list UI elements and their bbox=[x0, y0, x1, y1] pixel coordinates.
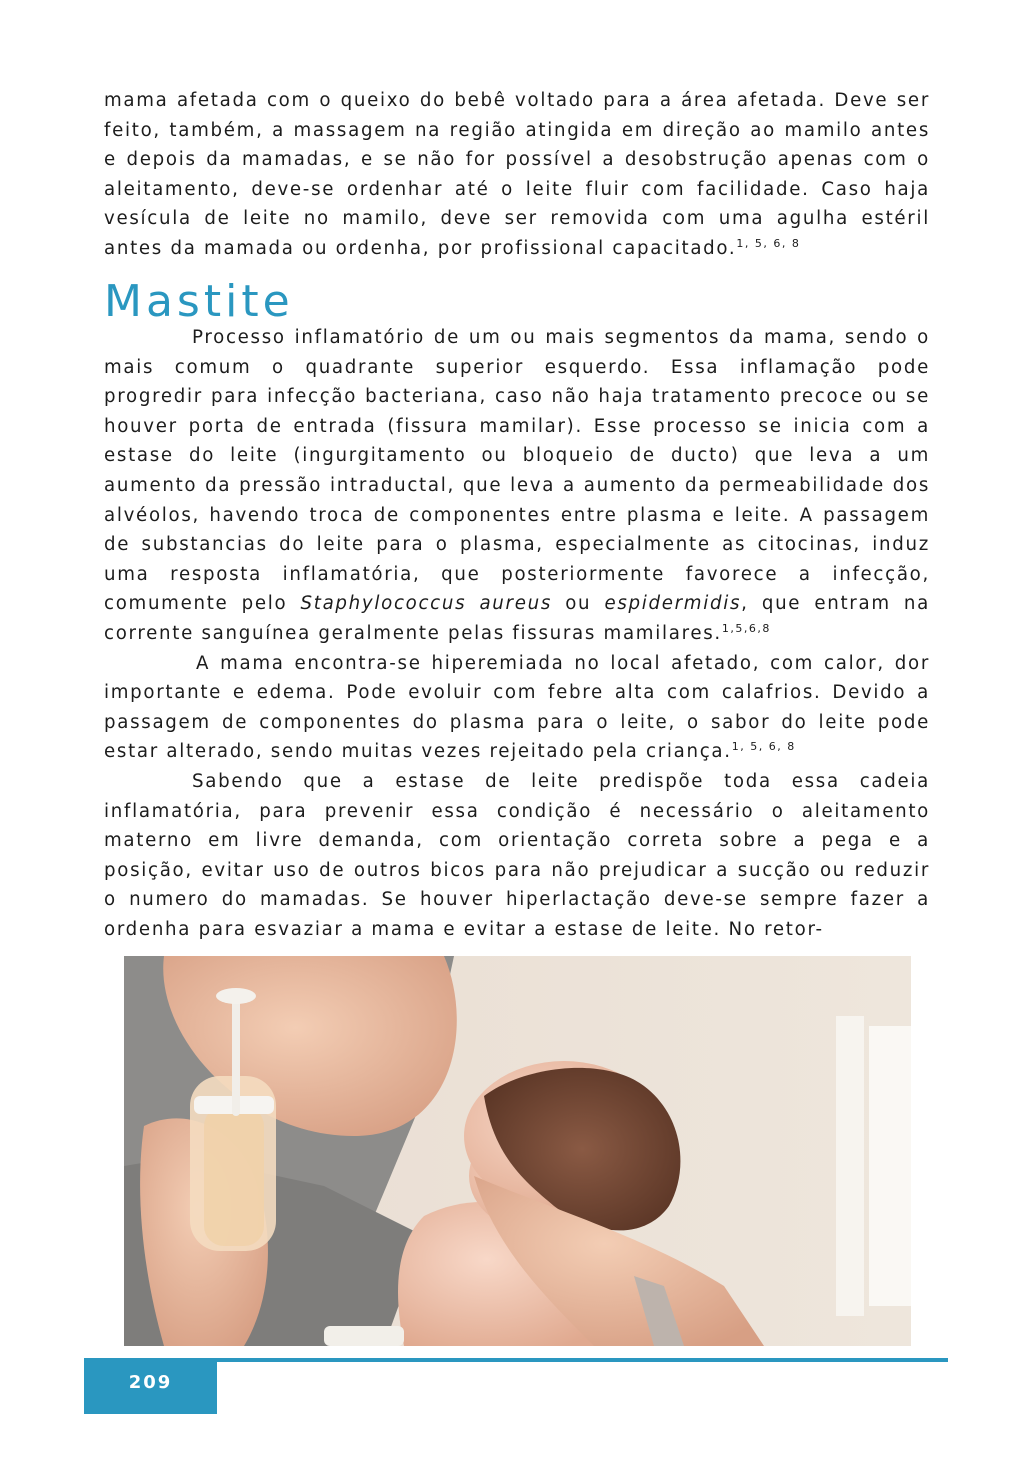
paragraph-1-connector: ou bbox=[552, 593, 605, 615]
paragraph-3 bbox=[104, 767, 930, 945]
paragraph-2 bbox=[104, 649, 930, 767]
reference-marker: 1, 5, 6, 8 bbox=[731, 740, 796, 754]
section-body bbox=[104, 323, 930, 944]
reference-marker: 1, 5, 6, 8 bbox=[736, 236, 801, 250]
paragraph-1 bbox=[104, 323, 930, 649]
reference-marker: 1,5,6,8 bbox=[721, 621, 771, 635]
species-name-2: espidermidis bbox=[604, 593, 742, 615]
species-name: Staphylococcus aureus bbox=[300, 593, 553, 615]
continuation-paragraph bbox=[104, 86, 930, 264]
paragraph-1-text: Processo inflamatório de um ou mais segmentos da mama, sendo o mais comum o quadrante superior esquerdo. Essa inflamação pode progredir para infecção bacteriana, caso não haja tratamento precoce ou se houver porta de entrada (fissura mamilar). Esse processo se inicia com a estase do leite (ingurgitamento ou bloqueio de ducto) que leva a um aumento da pressão intraductal, que leva a aumento da permeabilidade dos alvéolos, havendo troca de componentes entre plasma e leite. A passagem de substancias do leite para o plasma, especialmente as citocinas, induz uma resposta inflamatória, que posteriormente favorece a infecção, comumente pelo bbox=[104, 327, 930, 615]
breastfeeding-photo bbox=[124, 956, 911, 1346]
paragraph-1-end: , que entram na corrente sanguínea geralmente pelas fissuras mamilares. bbox=[104, 593, 930, 644]
paragraph-2-text: A mama encontra-se hiperemiada no local afetado, com calor, dor importante e edema. Pode evoluir com febre alta com calafrios. Devido a passagem de componentes do plasma para o leite, o sabor do leite pode estar alterado, sendo muitas vezes rejeitado pela criança. bbox=[104, 652, 930, 763]
continuation-text: mama afetada com o queixo do bebê voltado para a área afetada. Deve ser feito, também, a massagem na região atingida em direção ao mamilo antes e depois da mamadas, e se não for possível a desobstrução apenas com o aleitamento, deve-se ordenhar até o leite fluir com facilidade. Caso haja vesícula de leite no mamilo, deve ser removida com uma agulha estéril antes da mamada ou ordenha, por profissional capacitado. bbox=[104, 90, 930, 259]
page-number: 209 bbox=[128, 1372, 173, 1393]
section-title: Mastite bbox=[104, 276, 294, 327]
paragraph-3-text: Sabendo que a estase de leite predispõe toda essa cadeia inflamatória, para prevenir essa condição é necessário o aleitamento materno em livre demanda, com orientação correta sobre a pega e a posição, evitar uso de outros bicos para não prejudicar a sucção ou reduzir o numero do mamadas. Se houver hiperlactação deve-se sempre fazer a ordenha para esvaziar a mama e evitar a estase de leite. No retor- bbox=[104, 770, 930, 940]
